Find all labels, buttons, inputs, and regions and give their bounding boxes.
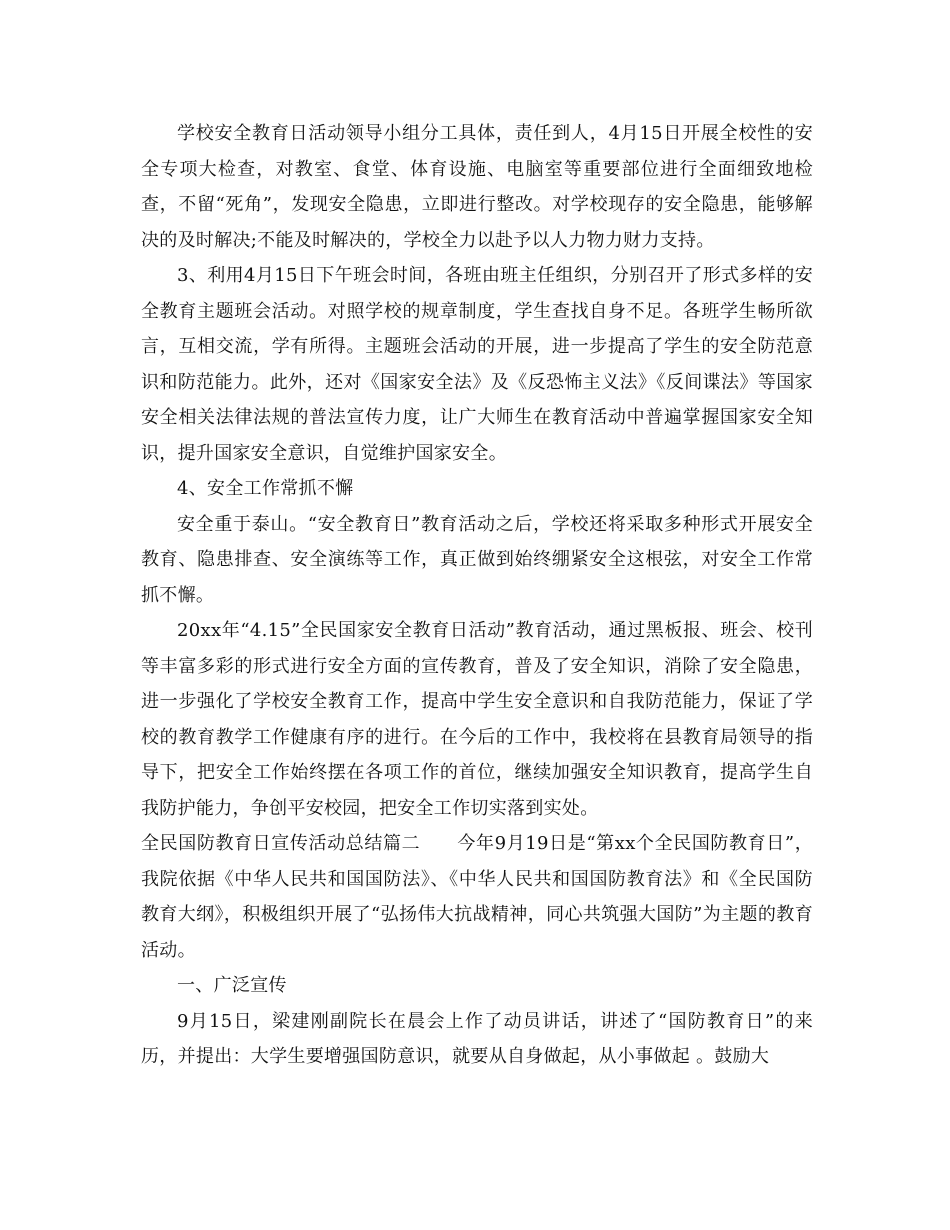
paragraph-class-meetings: 3、利用4月15日下午班会时间，各班由班主任组织，分别召开了形式多样的安全教育主题班会活动。对照学校的规章制度，学生查找自身不足。各班学生畅所欲言，互相交流，学有所得。主题班会活动的开展，进一步提高了学生的安全防范意识和防范能力。此外，还对《国家安全法》及《反恐怖主义法》《反间谍法》等国家安全相关法律法规的普法宣传力度，让广大师生在教育活动中普遍掌握国家安全知识，提升国家安全意识，自觉维护国家安全。	[141, 265, 813, 464]
paragraph-part-two-intro: 全民国防教育日宣传活动总结篇二 今年9月19日是“第xx个全民国防教育日”，我院依据《中华人民共和国国防法》、《中华人民共和国国防教育法》和《全民国防教育大纲》，积极组织开展了“弘扬伟大抗战精神，同心共筑强大国防”为主题的教育活动。	[141, 833, 813, 961]
heading-safety-work: 4、安全工作常抓不懈	[177, 478, 354, 499]
document-page	[141, 116, 813, 1075]
paragraph-safety-inspection: 学校安全教育日活动领导小组分工具体，责任到人，4月15日开展全校性的安全专项大检查，对教室、食堂、体育设施、电脑室等重要部位进行全面细致地检查，不留“死角”，发现安全隐患，立即进行整改。对学校现存的安全隐患，能够解决的及时解决;不能及时解决的，学校全力以赴予以人力物力财力支持。	[141, 123, 813, 251]
paragraph-safety-first: 安全重于泰山。“安全教育日”教育活动之后，学校还将采取多种形式开展安全教育、隐患排查、安全演练等工作，真正做到始终绷紧安全这根弦，对安全工作常抓不懈。	[141, 513, 813, 606]
heading-publicity: 一、广泛宣传	[177, 975, 287, 996]
paragraph-summary: 20xx年“4.15”全民国家安全教育日活动”教育活动，通过黑板报、班会、校刊等丰富多彩的形式进行安全方面的宣传教育，普及了安全知识，消除了安全隐患，进一步强化了学校安全教育工作，提高中学生安全意识和自我防范能力，保证了学校的教育教学工作健康有序的进行。在今后的工作中，我校将在县教育局领导的指导下，把安全工作始终摆在各项工作的首位，继续加强安全知识教育，提高学生自我防护能力，争创平安校园，把安全工作切实落到实处。	[141, 620, 813, 819]
paragraph-mobilization: 9月15日，梁建刚副院长在晨会上作了动员讲话，讲述了“国防教育日”的来历，并提出：大学生要增强国防意识，就要从自身做起，从小事做起 。鼓励大	[141, 1010, 813, 1067]
